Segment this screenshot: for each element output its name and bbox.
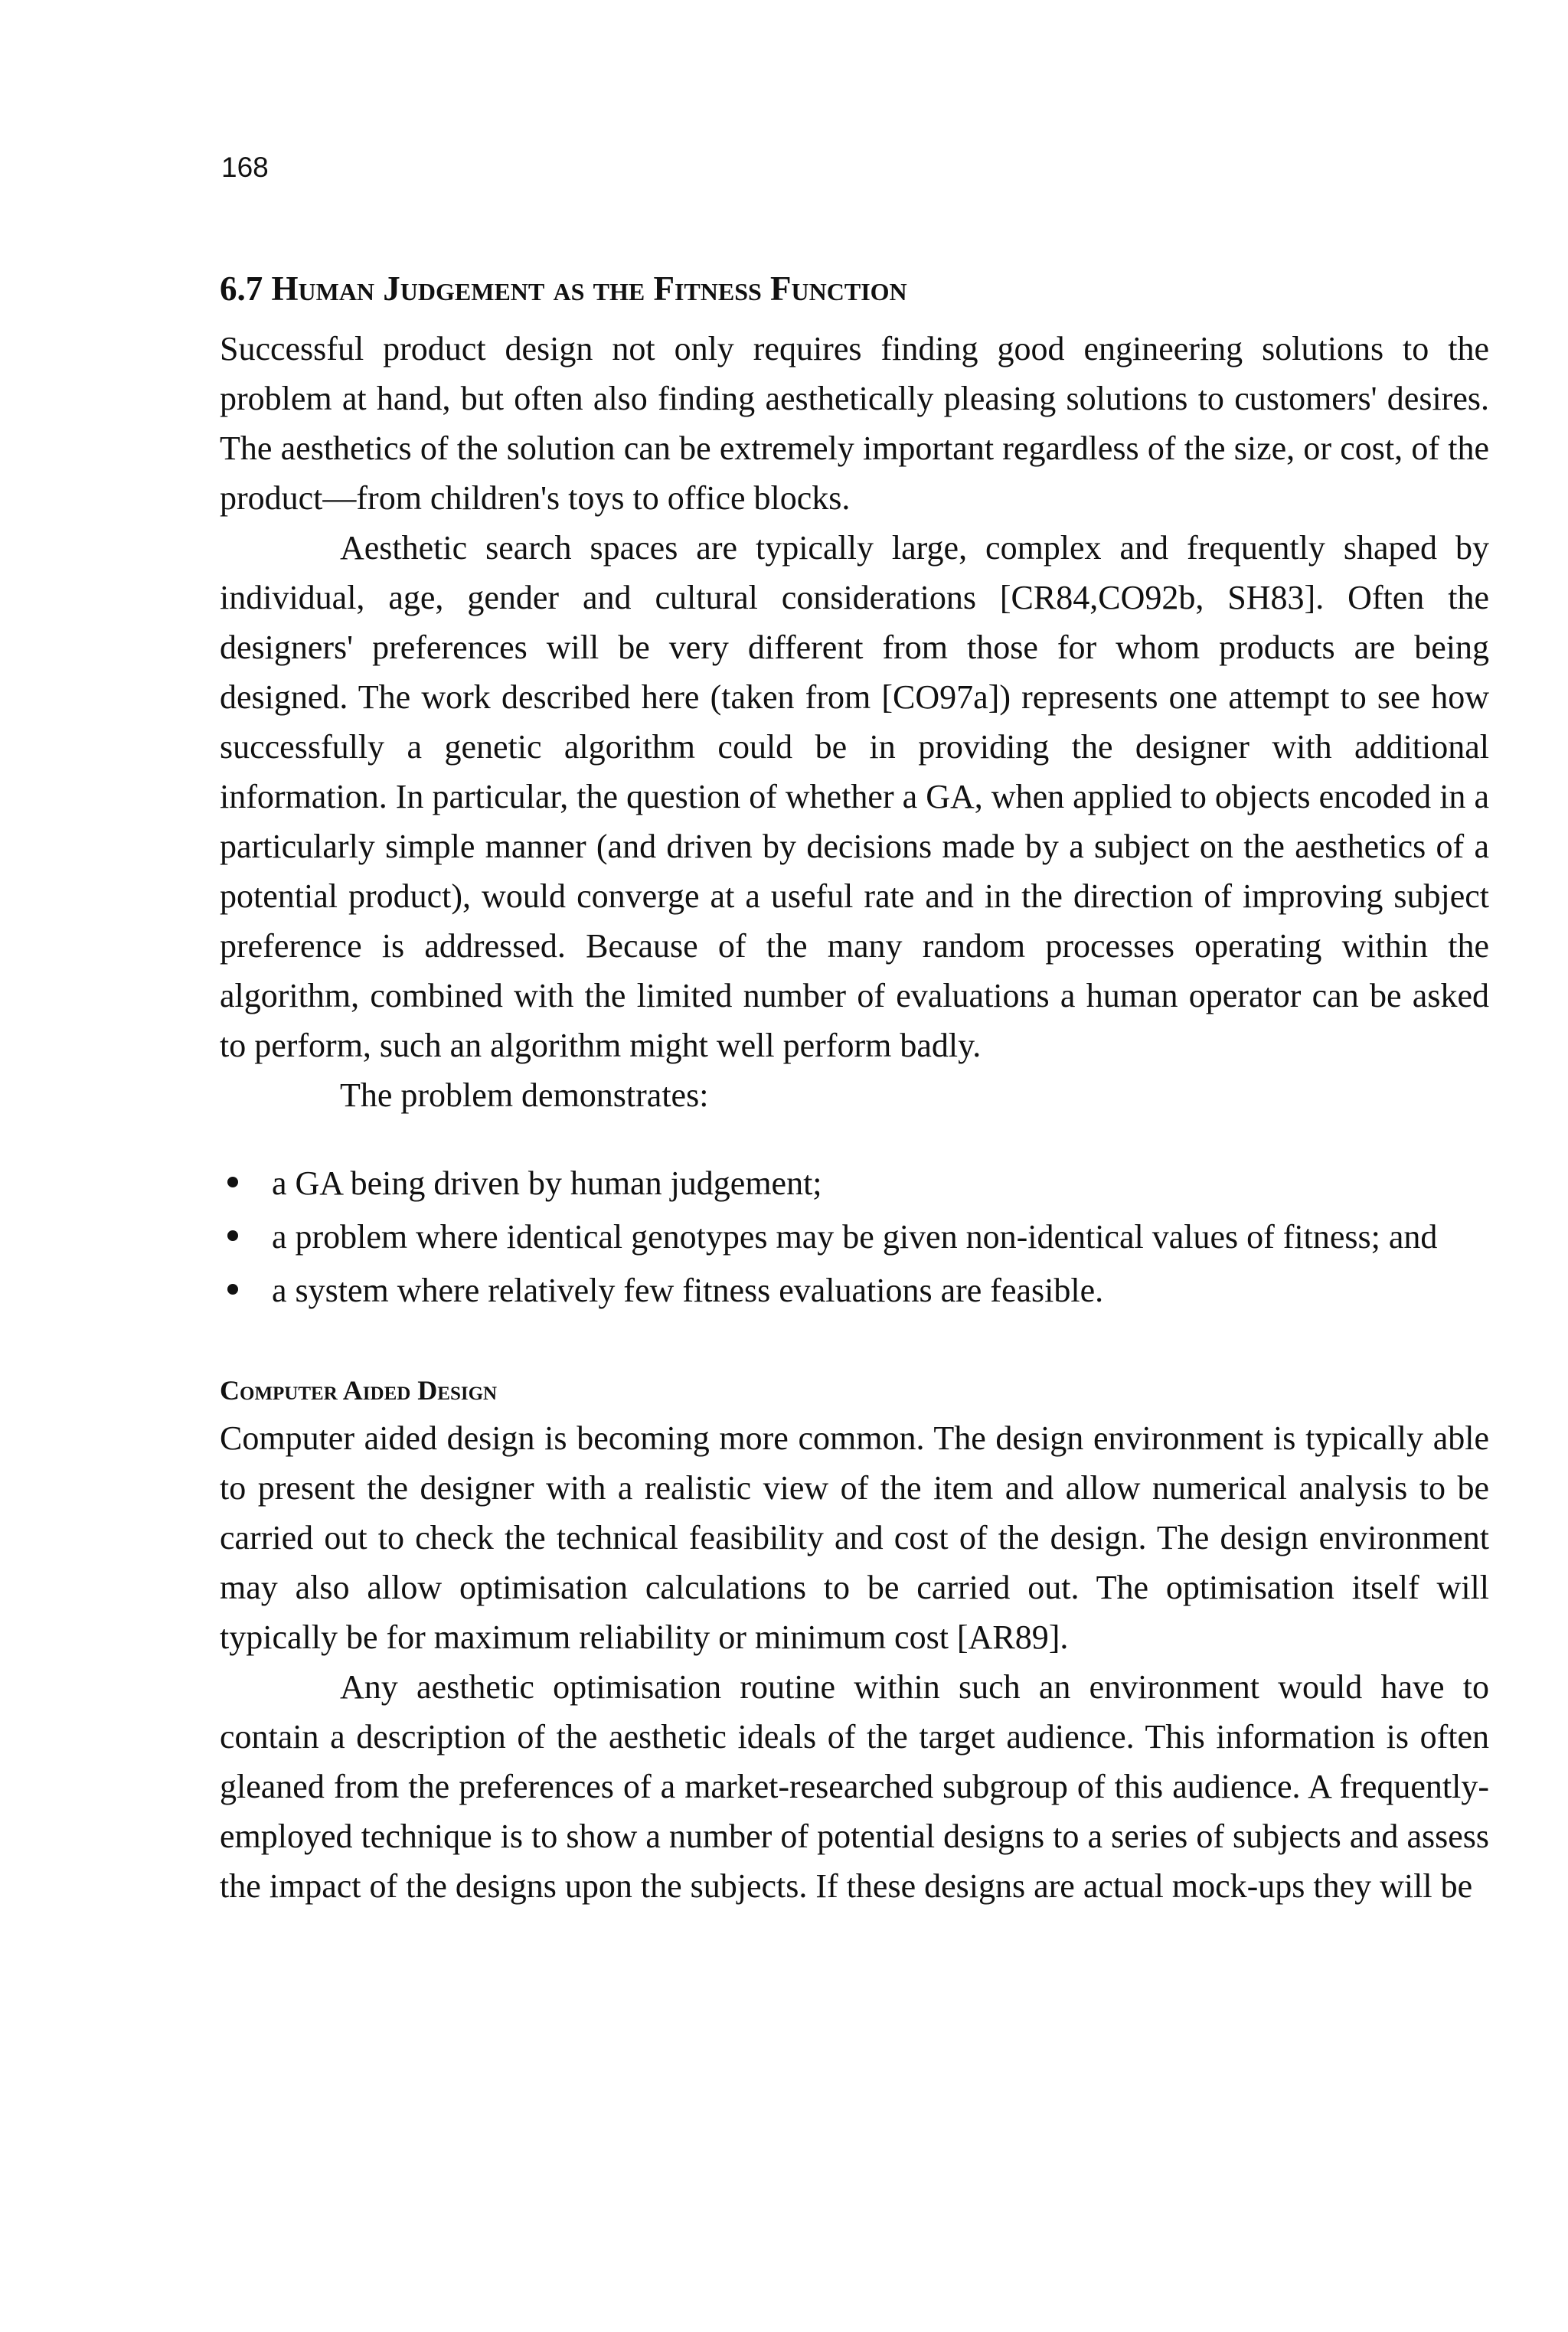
page-number: 168 bbox=[221, 152, 269, 183]
paragraph-intro-1: Successful product design not only requires finding good engineering solutions to the problem at hand, but often also finding aesthetically pleasing solutions to customers' desires. The aesthetics of the solution can be extremely important regardless of the size, or cost, of the product—from children's toys to office blocks. bbox=[220, 330, 1489, 517]
list-item-text: a problem where identical genotypes may be given non-identical values of fitness; and bbox=[272, 1218, 1438, 1256]
bullet-icon bbox=[227, 1177, 238, 1187]
bullet-list bbox=[220, 1158, 1489, 1315]
bullet-icon bbox=[227, 1284, 238, 1295]
list-item bbox=[220, 1158, 1489, 1208]
bullet-icon bbox=[227, 1230, 238, 1241]
list-item-text: a system where relatively few fitness evaluations are feasible. bbox=[272, 1272, 1104, 1309]
document-page bbox=[220, 153, 1489, 1911]
list-item bbox=[220, 1212, 1489, 1262]
subsection-heading: Computer Aided Design bbox=[220, 1375, 498, 1406]
list-item-text: a GA being driven by human judgement; bbox=[272, 1164, 822, 1202]
paragraph-problem-demonstrates: The problem demonstrates: bbox=[340, 1076, 709, 1114]
list-item bbox=[220, 1266, 1489, 1315]
section-number: 6.7 bbox=[220, 269, 263, 308]
paragraph-intro-2: Aesthetic search spaces are typically large, complex and frequently shaped by individual, age, gender and cultural considerations [CR84,CO92b, SH83]. Often the designers' preferences will be very different from those for whom products are being designed. The work described here (taken from [CO97a]) represents one attempt to see how successfully a genetic algorithm could be in providing the designer with additional information. In particular, the question of whether a GA, when applied to objects encoded in a particularly simple manner (and driven by decisions made by a subject on the aesthetics of a potential product), would converge at a useful rate and in the direction of improving subject preference is addressed. Because of the many random processes operating within the algorithm, combined with the limited number of evaluations a human operator can be asked to perform, such an algorithm might well perform badly. bbox=[220, 529, 1489, 1064]
section-title: Human Judgement as the Fitness Function bbox=[271, 269, 907, 308]
section-heading bbox=[220, 264, 1489, 313]
paragraph-cad-1: Computer aided design is becoming more common. The design environment is typically able to present the designer with a realistic view of the item and allow numerical analysis to be carried out to check the technical feasibility and cost of the design. The design environment may also allow optimisation calculations to be carried out. The optimisation itself will typically be for maximum reliability or minimum cost [AR89]. bbox=[220, 1419, 1489, 1656]
paragraph-cad-2: Any aesthetic optimisation routine within such an environment would have to contain a description of the aesthetic ideals of the target audience. This information is often gleaned from the preferences of a market-researched subgroup of this audience. A frequently-employed technique is to show a number of potential designs to a series of subjects and assess the impact of the designs upon the subjects. If these designs are actual mock-ups they will be bbox=[220, 1668, 1489, 1905]
